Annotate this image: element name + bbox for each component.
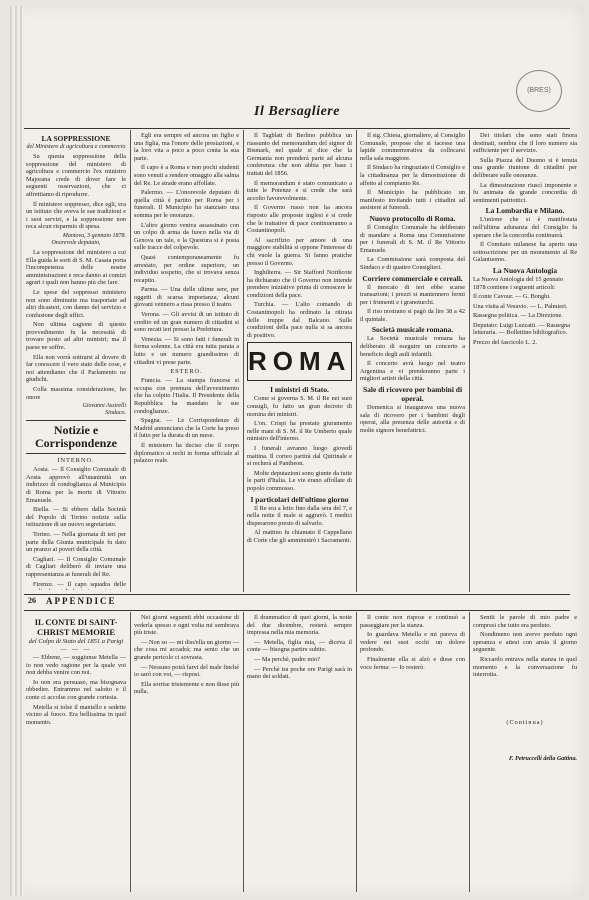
news-item: Aosta. — Il Consiglio Comunale di Aosta approvò all'unanimità un indirizzo di condoglianza al Municipio di Roma per la morte di Vittorio Emanuele. xyxy=(26,466,126,504)
paragraph: Su questa soppressione della soppressione del ministero di agricoltura e commercio l'ex ministro Majorana crede di dover fare le seguenti osservazioni, che ci affrettiamo di riprodurre. xyxy=(26,153,126,198)
paragraph: Il riso nostrano si pagò da lire 38 a 42 il quintale. xyxy=(360,308,465,323)
paragraph: Il concerto avrà luogo nel teatro Argentina e vi prenderanno parte i migliori artisti della città. xyxy=(360,360,465,383)
roma-subtitle: I ministri di Stato. xyxy=(270,385,329,395)
paragraph: Nondimeno non avevo perduto ogni speranza e attesi con ansia il giorno seguente. xyxy=(473,631,577,654)
newspaper-page xyxy=(10,6,584,896)
paragraph: Nei giorni seguenti ebbi occasione di vederla spesso e ogni volta mi sembrava più triste. xyxy=(134,614,239,637)
paragraph: Il Municipio ha pubblicato un manifesto invitando tutti i cittadini ad assistere ai funerali. xyxy=(360,189,465,212)
paragraph: — Ebbene, — soggiunse Metella — io non vedo ragione per la quale voi non debba venire con noi. xyxy=(26,654,126,677)
column-divider xyxy=(469,130,470,592)
paragraph: Spagna. — Le Corrispondenze di Madrid annunciano che la Corte ha preso il lutto per la durata di un mese. xyxy=(134,417,239,440)
paragraph: La Società musicale romana ha deliberato di eseguire un concerto a beneficio degli asili infantili. xyxy=(360,335,465,358)
interno-heading: INTERNO. xyxy=(57,457,95,465)
paragraph: — Perchè tra poche ore Parigi sarà in mano dei soldati. xyxy=(247,665,352,681)
paragraph: La Commissione sarà composta del Sindaco e di quattro Consiglieri. xyxy=(360,256,465,271)
paragraph: Al mattino fu chiamato il Cappellano di Corte che gli amministrò i Sacramenti. xyxy=(247,529,352,544)
notizie-heading: Notizie e Corrispondenze xyxy=(26,420,126,454)
paragraph: Ella non vorrà sottrarsi al dovere di far conoscere il vero stato delle cose, e noi attendiamo che il Parlamento ne giudichi. xyxy=(26,353,126,384)
column-divider xyxy=(243,130,244,592)
column-2 xyxy=(134,132,239,590)
paragraph: Sentii le parole di mio padre e compresi che tutto era perduto. xyxy=(473,614,577,629)
paragraph: I funerali avranno luogo giovedì mattina. Il corteo partirà dal Quirinale e si recherà al Pantheon. xyxy=(247,445,352,468)
appendice-column-2 xyxy=(134,614,239,892)
appendice-column-5 xyxy=(473,614,577,892)
subheading: I particolari dell'ultimo giorno xyxy=(250,494,349,504)
paragraph: Domenica si inaugurava una nuova sala di ricovero per i bambini degli operai, alla presenza delle autorità e di molte signore benefattrici. xyxy=(360,404,465,434)
salutation: Onorevole deputato, xyxy=(51,239,101,246)
section-title: LA SOPPRESSIONE xyxy=(41,134,111,143)
paragraph: Come si governa S. M. il Re nei suoi consigli, fu fatto un gran decreto di nomina dei ministri. xyxy=(247,395,352,418)
paragraph: Il memorandum è stato comunicato a tutte le Potenze e si crede che sarà accolto favorevolmente. xyxy=(247,179,352,202)
roma-title: ROMA xyxy=(247,342,352,381)
section-subtitle: del Ministero di agricoltura e commercio xyxy=(26,144,126,150)
paragraph: L'on. Crispi ha prestato giuramento nelle mani di S. M. il Re Umberto quale ministro dell'interno. xyxy=(247,420,352,443)
paragraph: Il Consiglio Comunale ha deliberato di mandare a Roma una Commissione per i funerali di S. M. il Re Vittorio Emanuele. xyxy=(360,223,465,254)
paragraph: Il Comitato milanese ha aperto una sottoscrizione per un monumento al Re Galantuomo. xyxy=(473,241,577,264)
paragraph: Il mercato di ieri ebbe scarse transazioni; i prezzi si mantennero fermi per i frumenti e i granoturchi. xyxy=(360,283,465,306)
paragraph: Finalmente ella si alzò e disse con voce ferma: — Io resterò. xyxy=(360,655,465,671)
column-divider xyxy=(130,612,131,892)
paragraph: L'altro giorno veniva assassinato con un colpo di arma da fuoco nella via di Genova un tale, e la Questura si è posta sulle tracce del colpevole. xyxy=(134,221,239,252)
paragraph: Turchia. — L'alto comando di Costantinopoli ha ordinato la ritirata delle truppe dal Balcano. Sulle condizioni della pace nulla si sa ancora di positivo. xyxy=(247,301,352,339)
column-1 xyxy=(26,132,126,590)
column-divider xyxy=(356,612,357,892)
paragraph: Inghilterra. — Sir Stafford Northcote ha dichiarato che il Governo non intende prendere iniziative prima di conoscere le condizioni della pace. xyxy=(247,269,352,299)
paragraph: Riccardo entrava nella stanza in quel momento e la conversazione fu interrotta. xyxy=(473,655,577,679)
appendice-number: 26 xyxy=(28,596,36,605)
appendice-bar xyxy=(24,596,570,608)
paragraph: Palermo. — L'onorevole deputato di quella città è partito per Roma per i funerali. Il Municipio ha stanziato una somma per le onoranze. xyxy=(134,189,239,219)
list-item: Prezzo del fascicolo L. 2. xyxy=(473,339,537,347)
paragraph: Il Re era a letto fino dalla sera del 7, e nella notte il male si aggravò. I medici disperarono presto di salvarlo. xyxy=(247,504,352,527)
page-binding xyxy=(10,6,24,896)
paragraph: Il Tagblatt di Berlino pubblica un riassunto del memorandum del signor di Bismark, nel quale si dice che la Germania non prenderà parte ad alcuna conferenza che non abbia per base i trattati del 1856. xyxy=(247,132,352,177)
paragraph: — Metella, figlia mia, — diceva il conte — bisogna partire subito. xyxy=(247,638,352,654)
column-5 xyxy=(473,132,577,590)
paragraph: Io guardava Metella e mi pareva di vedere nei suoi occhi un dolore profondo. xyxy=(360,631,465,654)
running-head: Il Bersagliere xyxy=(254,104,340,119)
paragraph: Il conte non rispose e continuò a passeggiare per la stanza. xyxy=(360,614,465,629)
column-divider xyxy=(243,612,244,892)
paragraph: L'unione che si è manifestata nell'ultima adunanza del Consiglio fa sperare che la concordia continuerà. xyxy=(473,216,577,239)
paragraph: Sulla Piazza del Duomo si è tenuta una grande riunione di cittadini per deliberare sulle onoranze. xyxy=(473,156,577,179)
subheading: Sale di ricovero per bambini di operai. xyxy=(362,385,463,404)
column-divider xyxy=(469,612,470,892)
paragraph: La soppressione del ministero a cui Ella guida le sorti di S. M. Casata porta l'incompetenza delle nostre amministrazioni e reca danno ai comizi agrari i quali non hanno più che fare. xyxy=(26,248,126,287)
separator: — — — xyxy=(60,647,92,653)
signature: Giovanni Assirelli xyxy=(82,403,126,410)
appendice-rule-bottom xyxy=(24,610,570,611)
paragraph: Il capo è a Roma e non pochi studenti sono venuti a rendere omaggio alla salma del Re. Le strade erano affollate. xyxy=(134,164,239,187)
list-item: Rassegna politica. — La Direzione. xyxy=(473,312,563,320)
paragraph: Le spese del soppresso ministero non sono diminuite ma trasportate ad altri dicasteri, con danno del servizio e confusione degli uffici. xyxy=(26,288,126,319)
paragraph: Il Sindaco ha ringraziato il Consiglio e la cittadinanza per la dimostrazione di affetto al compianto Re. xyxy=(360,164,465,187)
paragraph: Al sacrifizio per amore di una maggiore stabilità si oppone l'interesse di chi vuole la guerra. Si fanno pratiche presso il Governo. xyxy=(247,236,352,267)
feuilleton-author: F. Petruccelli della Gattina. xyxy=(508,755,577,762)
paragraph: Dei titolari che sono stati finora destinati, sembra che il loro numero sia sufficiente per il servizio. xyxy=(473,132,577,155)
column-divider xyxy=(356,130,357,592)
paragraph: Ella sorrise tristemente e non disse più nulla. xyxy=(134,680,239,696)
paragraph: — Nessuno potrà farvi del male finché io sarò con voi, — risposi. xyxy=(134,663,239,679)
appendice-column-1 xyxy=(26,614,126,892)
subheading: La Lombardia e Milano. xyxy=(485,206,565,216)
subheading: Società musicale romana. xyxy=(371,325,454,335)
paragraph: Il ministero ha deciso che il corpo diplomatico si rechi in forma ufficiale al palazzo reale. xyxy=(134,441,239,465)
appendice-label: APPENDICE xyxy=(46,596,117,606)
continued-note: (Continua) xyxy=(506,718,544,726)
paragraph: Il Governo russo non ha ancora risposto alle proposte inglesi e si crede che le trattative di pace continueranno a Costantinopoli. xyxy=(247,204,352,235)
paragraph: La dimostrazione riuscì imponente e fu animata da grande concordia di sentimenti patriottici. xyxy=(473,181,577,204)
feuilleton-title: IL CONTE DI SAINT-CHRIST MEMORIE xyxy=(34,617,118,637)
paragraph: Egli era sempre ed ancora un figlio e una figlia, ma l'onore delle prestazioni, e la loro vita a poco a poco conta la sua parte. xyxy=(134,132,239,162)
antologia-list xyxy=(473,276,577,347)
list-item: Deputato: Luigi Luzzatti. — Rassegna letteraria. — Bollettino bibliografico. xyxy=(473,321,571,337)
signature-role: Sindaco. xyxy=(105,410,126,417)
subheading: Corriere commerciale e cereali. xyxy=(362,273,463,283)
paragraph: Parma. — Una delle ultime sere, per oggetti di scarsa importanza, alcuni giovani vennero a rissa presso il teatro. xyxy=(134,286,239,309)
header-rule xyxy=(24,128,570,129)
appendice-column-4 xyxy=(360,614,465,892)
list-item: Una visita al Vesuvio. — L. Palmieri. xyxy=(473,302,568,310)
column-4 xyxy=(360,132,465,590)
estero-heading: ESTERO. xyxy=(170,368,203,376)
paragraph: La Nuova Antologia del 15 gennaio 1878 contiene i seguenti articoli: xyxy=(473,275,564,291)
paragraph: Venezia. — Si sono fatti i funerali in forma solenne. La città era tutta parata a lutto e un numero grandissimo di cittadini vi prese parte. xyxy=(134,335,239,366)
appendice-column-3 xyxy=(247,614,352,892)
column-3 xyxy=(247,132,352,590)
column-divider xyxy=(130,130,131,592)
paragraph: — Ma perchè, padre mio? xyxy=(254,655,320,663)
paragraph: Metella si tolse il mantello e sedette vicino al fuoco. Era bellissima in quel momento. xyxy=(26,703,126,726)
feuilleton-subtitle: del Colpo di Stato del 1851 a Parigi xyxy=(28,638,124,645)
news-item: Cagliari. — Il Consiglio Comunale di Cagliari deliberò di inviare una rappresentanza ai funerali del Re. xyxy=(26,555,126,578)
news-item: Biella. — Si ebbero dalla Società del Popolo di Torino notizie sulla istituzione di un nuovo segretariato. xyxy=(26,506,126,529)
news-item: Firenze. — Il capo squadra delle xyxy=(33,580,126,588)
paragraph: Francia. — La stampa francese si occupa con premura dell'avvenimento che ha colpito l'Italia. Il Presidente della Repubblica ha mandato le sue condoglianze. xyxy=(134,377,239,415)
subheading: La Nuova Antologia xyxy=(492,265,558,275)
appendice-rule-top xyxy=(24,594,570,595)
sign-off: Colla massima considerazione, ho onore xyxy=(26,386,126,401)
paragraph: Il sig. Chiesa, giornaliere, al Consiglio Comunale, propose che si facesse una lapide commemorativa da collocarsi nella sala maggiore. xyxy=(360,132,465,162)
paragraph: Il ministero soppresso, dice egli, era un istituto che aveva le sue tradizioni e i suoi servizi, e la soppressione non reca alcun risparmio di spesa. xyxy=(26,200,126,231)
paragraph: Il drammatico di quei giorni, la notte del due dicembre, resterà sempre impressa nella mia memoria. xyxy=(247,614,352,637)
dateline: Mantova, 3 gennaio 1878. xyxy=(62,232,126,239)
paragraph: Io non era persuaso, ma bisognava obbedire. Entrammo nel salotto e il conte ci accolse con grande cortesia. xyxy=(26,678,126,701)
stamp-text: (BRES) xyxy=(527,87,551,94)
news-item: Torino. — Nella giornata di ieri per parte della Giunta municipale fu dato un pranzo ai poveri della città. xyxy=(26,530,126,554)
list-item: Il conte Cavour. — G. Bonghi. xyxy=(473,293,551,301)
paragraph: Verona. — Gli avvisi di un istituto di credito ed un gran numero di cittadini si sono recati ieri presso la Prefettura. xyxy=(134,311,239,334)
subheading: Nuovo protocollo di Roma. xyxy=(369,213,456,223)
paragraph: Non ultima cagione di questo provvedimento fu la necessità di trovare posto ad altri ministri; ma il paese ne soffre. xyxy=(26,321,126,352)
paragraph: — Non so — mi diss'ella un giorno — che cosa mi accadrà; ma sento che un grande pericolo ci sovrasta. xyxy=(134,638,239,661)
paragraph: Molte deputazioni sono giunte da tutte le parti d'Italia. Le vie erano affollate di popolo commosso. xyxy=(247,469,352,492)
paragraph: Quasi contemporaneamente fu arrestato, per ordine superiore, un individuo sospetto, che si trovava senza recapito. xyxy=(134,253,239,284)
